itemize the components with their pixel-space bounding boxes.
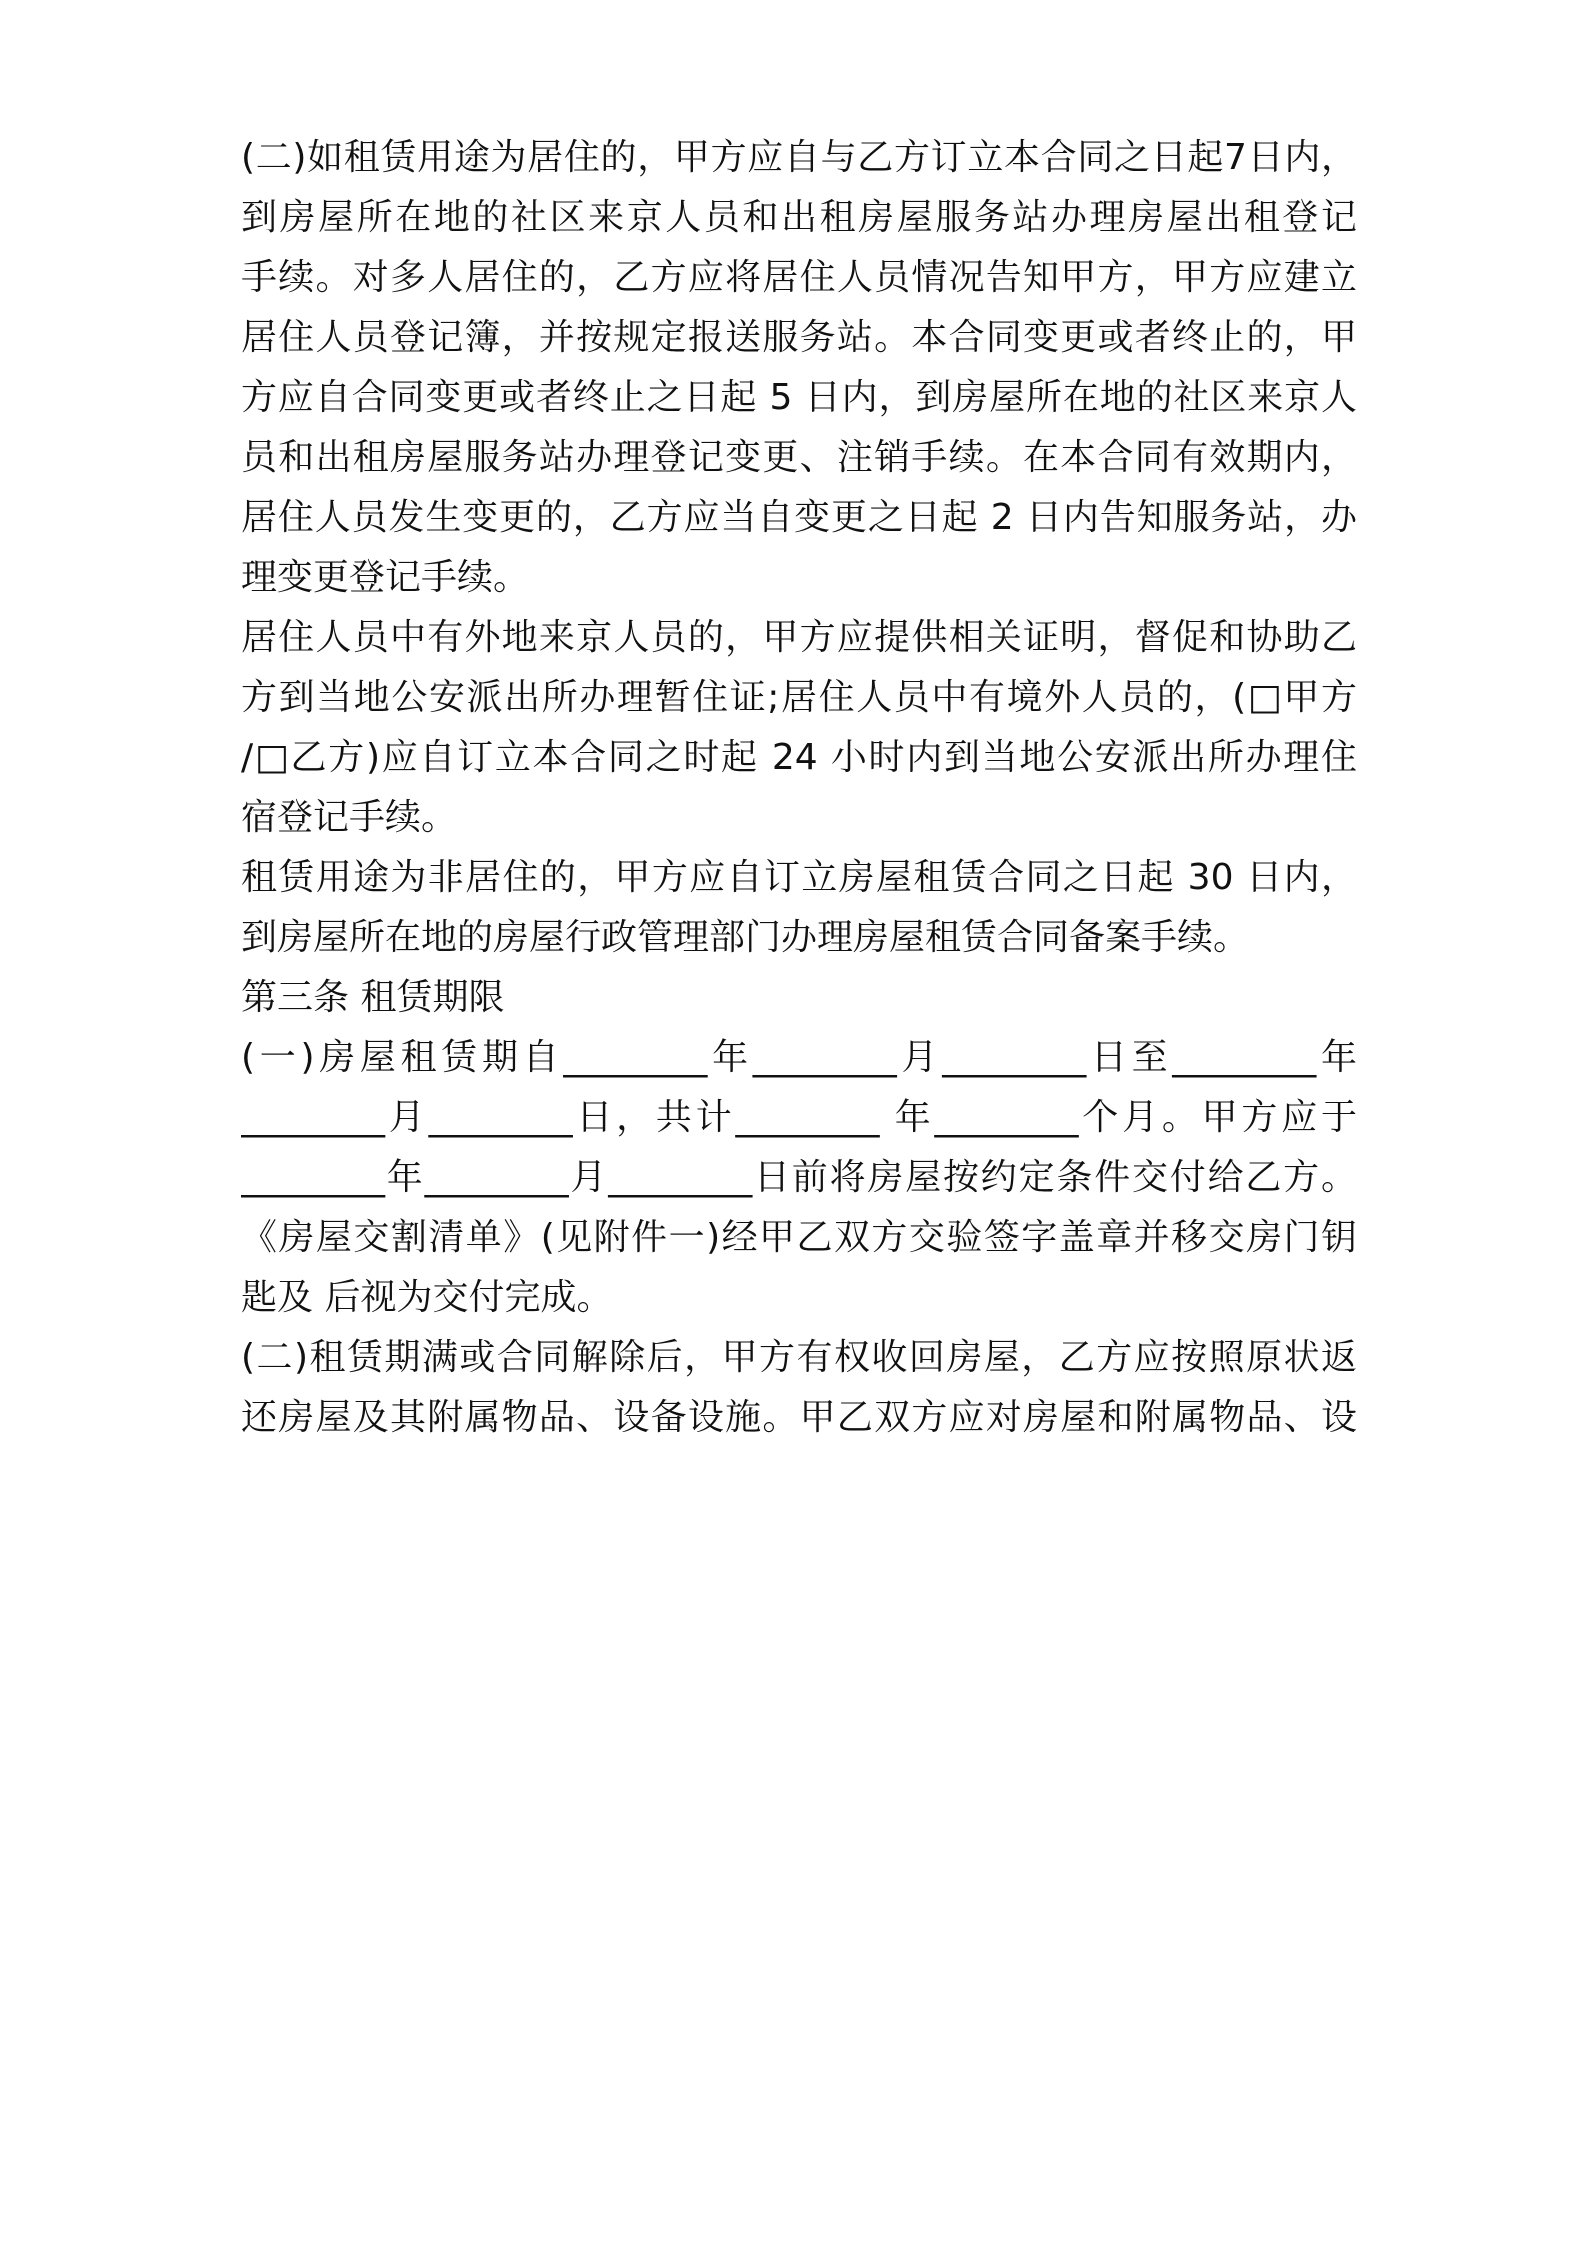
paragraph-end-line: 理变更登记手续。	[241, 557, 530, 598]
paragraph-end-line: 匙及 后视为交付完成。	[241, 1277, 613, 1318]
text-line: 居住人员发生变更的，乙方应当自变更之日起 2 日内告知服务站，办	[241, 497, 1357, 538]
text-line: ________月________日，共计________ 年________个月。甲方应于	[241, 1097, 1357, 1138]
text-line: 员和出租房屋服务站办理登记变更、注销手续。在本合同有效期内，	[241, 437, 1357, 478]
section-heading: 第三条 租赁期限	[241, 977, 505, 1018]
text-line: (二)租赁期满或合同解除后，甲方有权收回房屋，乙方应按照原状返	[241, 1337, 1357, 1378]
text-line: 居住人员登记簿，并按规定报送服务站。本合同变更或者终止的，甲	[241, 317, 1357, 358]
paragraph-end-line: 宿登记手续。	[241, 797, 458, 838]
text-line: 手续。对多人居住的，乙方应将居住人员情况告知甲方，甲方应建立	[241, 257, 1357, 298]
text-line: 还房屋及其附属物品、设备设施。甲乙双方应对房屋和附属物品、设	[241, 1397, 1357, 1438]
text-line: 方到当地公安派出所办理暂住证;居住人员中有境外人员的，(□甲方	[241, 677, 1357, 718]
text-line: 方应自合同变更或者终止之日起 5 日内，到房屋所在地的社区来京人	[241, 377, 1357, 418]
text-line: 到房屋所在地的社区来京人员和出租房屋服务站办理房屋出租登记	[241, 197, 1357, 238]
text-line: /□乙方)应自订立本合同之时起 24 小时内到当地公安派出所办理住	[241, 737, 1357, 778]
paragraph-end-line: 到房屋所在地的房屋行政管理部门办理房屋租赁合同备案手续。	[241, 917, 1250, 958]
text-line: 居住人员中有外地来京人员的，甲方应提供相关证明，督促和协助乙	[241, 617, 1357, 658]
text-line: (二)如租赁用途为居住的，甲方应自与乙方订立本合同之日起7日内，	[241, 137, 1357, 178]
text-line: ________年________月________日前将房屋按约定条件交付给乙方。	[241, 1157, 1357, 1198]
text-line: (一)房屋租赁期自________年________月________日至________年	[241, 1037, 1357, 1078]
text-line: 《房屋交割清单》(见附件一)经甲乙双方交验签字盖章并移交房门钥	[241, 1217, 1357, 1258]
text-line: 租赁用途为非居住的，甲方应自订立房屋租赁合同之日起 30 日内，	[241, 857, 1357, 898]
